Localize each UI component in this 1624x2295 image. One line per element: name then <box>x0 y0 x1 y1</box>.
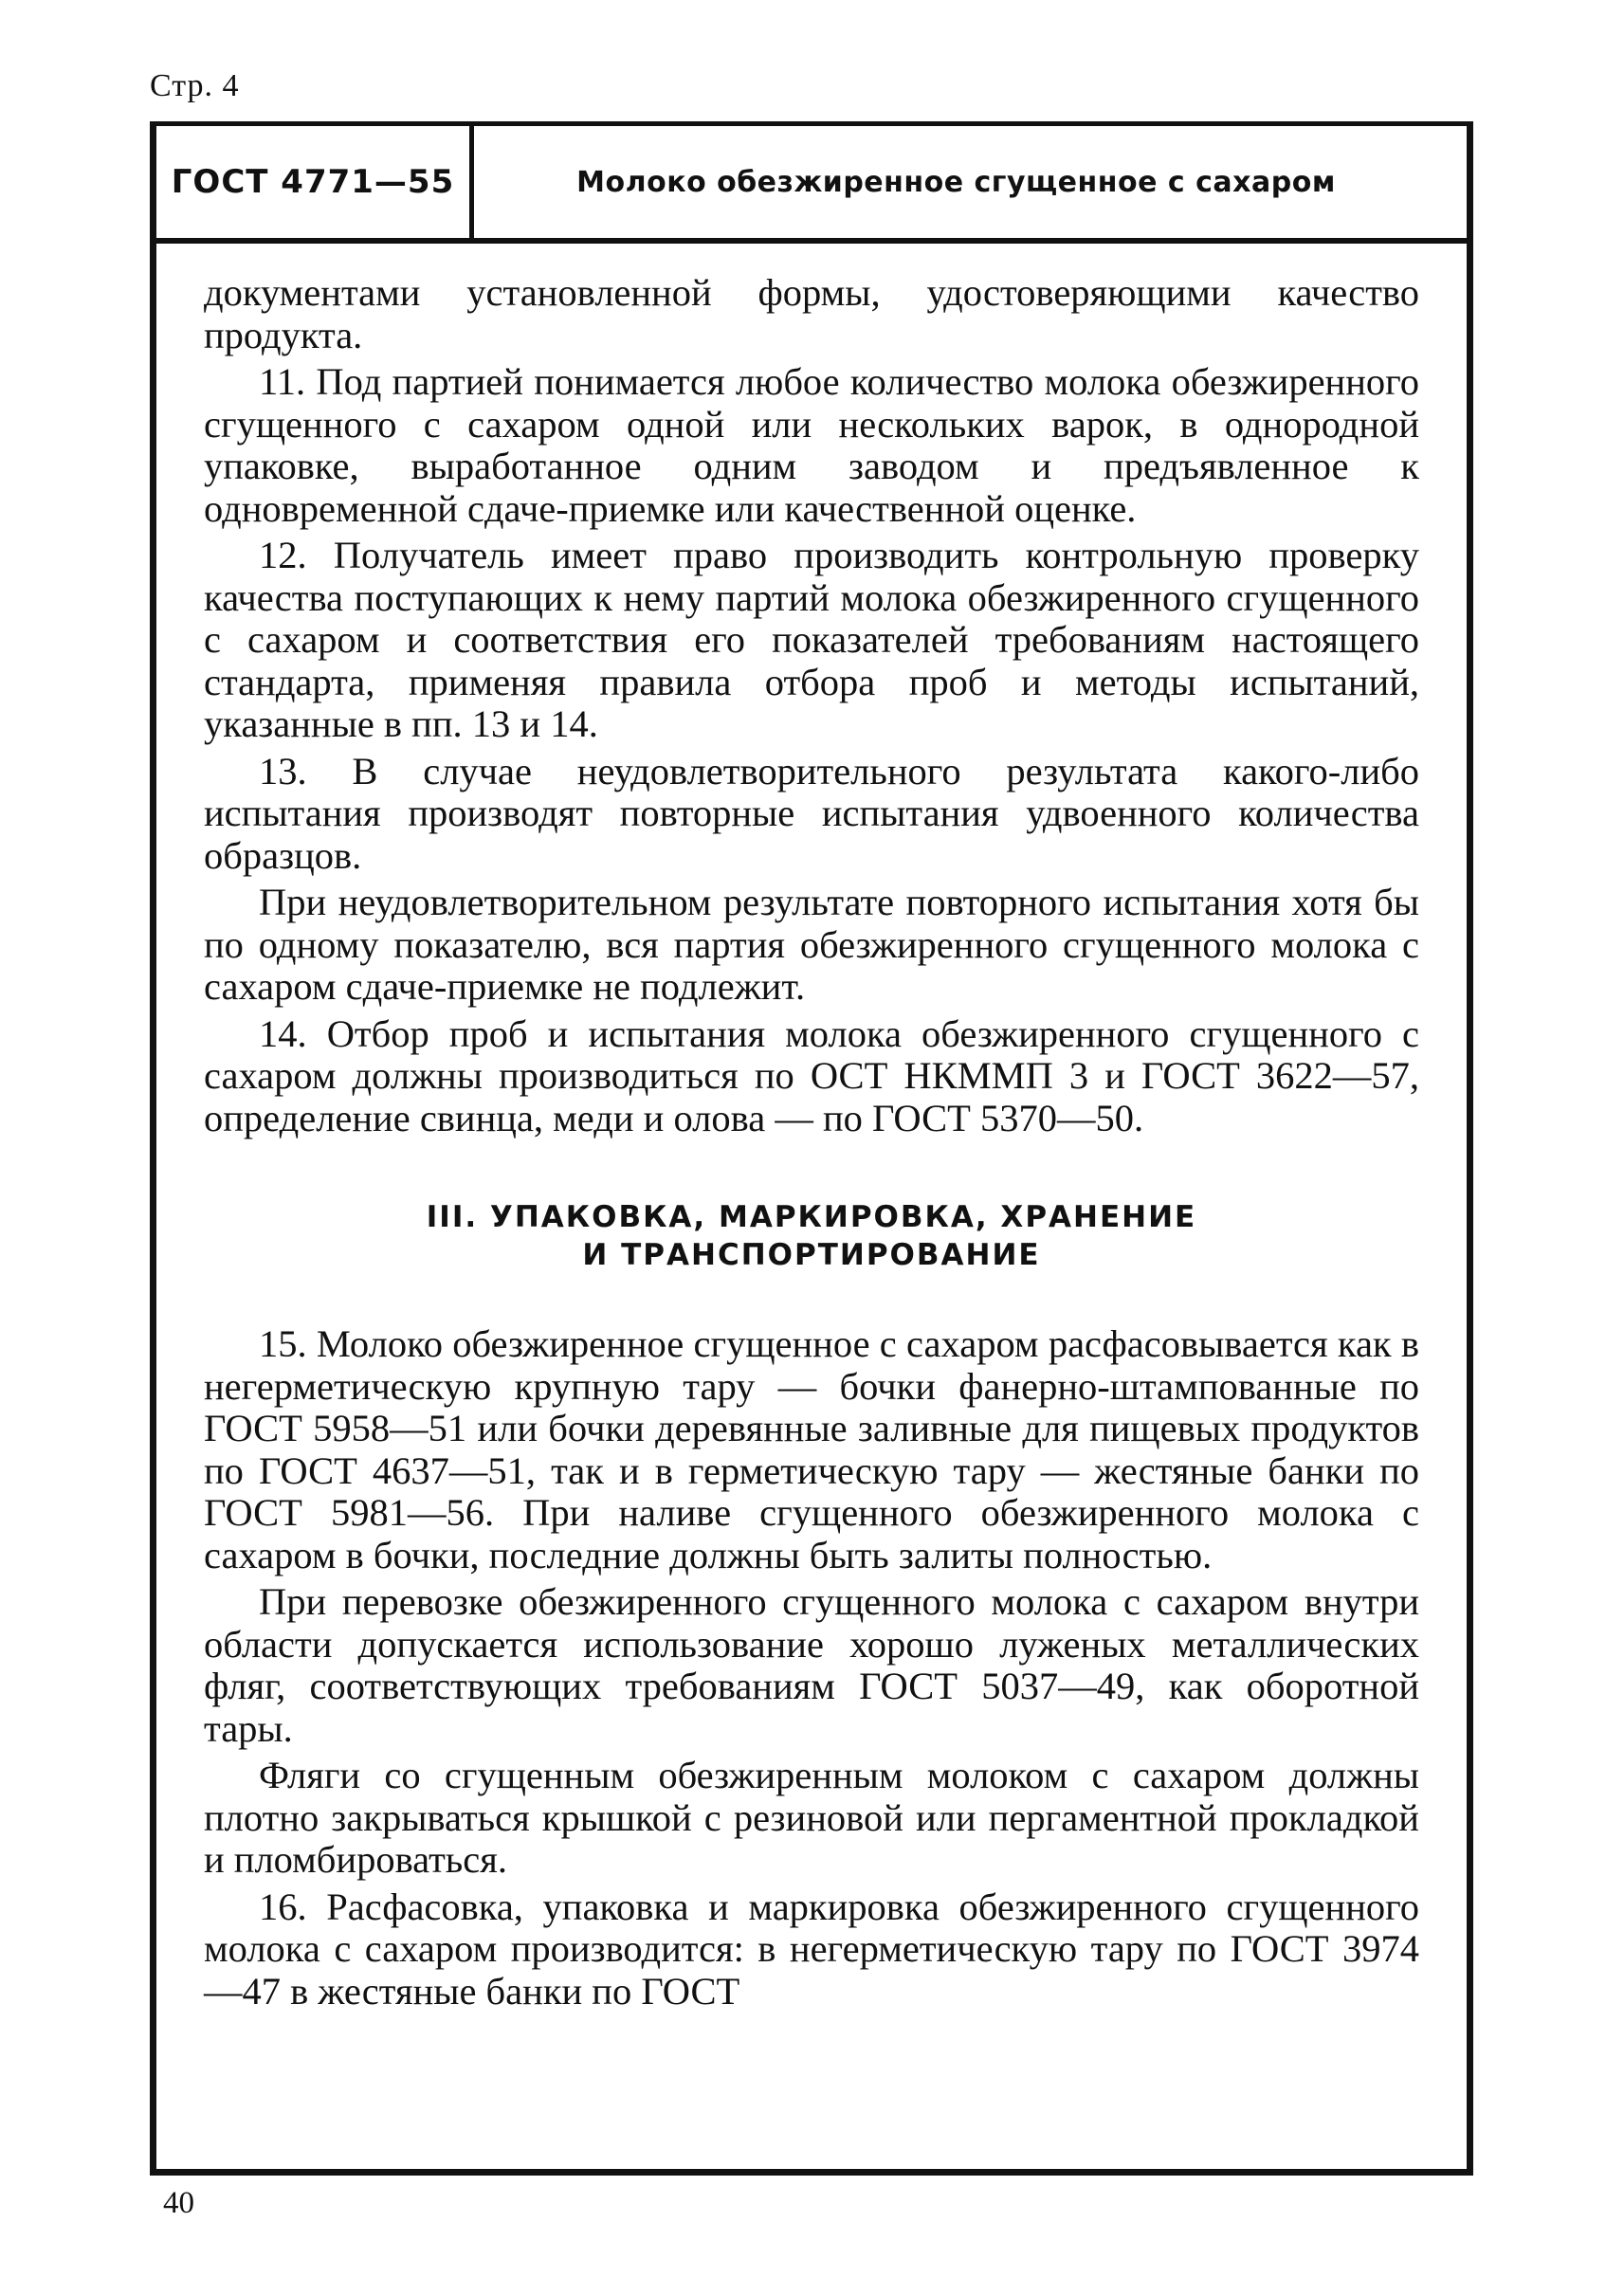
standard-title: Молоко обезжиренное сгущенное с сахаром <box>576 165 1336 199</box>
section-heading-line-2: И ТРАНСПОРТИРОВАНИЕ <box>582 1238 1041 1272</box>
page-number: 40 <box>163 2186 194 2220</box>
paragraph-continuation: документами установленной формы, удостоверяющими качество продукта. <box>204 271 1419 356</box>
standard-code: ГОСТ 4771—55 <box>156 126 474 238</box>
section-heading-line-1: III. УПАКОВКА, МАРКИРОВКА, ХРАНЕНИЕ <box>426 1200 1197 1234</box>
section-heading <box>204 1198 1419 1274</box>
document-header <box>156 126 1467 244</box>
paragraph-11: 11. Под партией понимается любое количество молока обезжиренного сгущенного с сахаром одной или нескольких варок, в однородной упаковке, выработанное одним заводом и предъявленное к одновременной сдаче-приемке или качественной оценке. <box>204 360 1419 530</box>
page-frame <box>150 121 1473 2176</box>
paragraph-16: 16. Расфасовка, упаковка и маркировка обезжиренного сгущенного молока с сахаром производится: в негерметическую тару по ГОСТ 3974—47 в жестяные банки по ГОСТ <box>204 1885 1419 2013</box>
document-body <box>204 272 1419 2017</box>
paragraph-13: 13. В случае неудовлетворительного результата какого-либо испытания производят повторные испытания удвоенного количества образцов. <box>204 749 1419 877</box>
paragraph-14: 14. Отбор проб и испытания молока обезжиренного сгущенного с сахаром должны производиться по ОСТ НКММП 3 и ГОСТ 3622—57, определение свинца, меди и олова — по ГОСТ 5370—50. <box>204 1011 1419 1139</box>
paragraph-15: 15. Молоко обезжиренное сгущенное с сахаром расфасовывается как в негерметическую крупную тару — бочки фанерно-штампованные по ГОСТ 5958—51 или бочки деревянные заливные для пищевых продуктов по ГОСТ 4637—51, так и в герметическую тару — жестяные банки по ГОСТ 5981—56. При наливе сгущенного обезжиренного молока с сахаром в бочки, последние должны быть залиты полностью. <box>204 1322 1419 1576</box>
paragraph-15-transport: При перевозке обезжиренного сгущенного молока с сахаром внутри области допускается использование хорошо луженых металлических фляг, соответствующих требованиям ГОСТ 5037—49, как оборотной тары. <box>204 1580 1419 1750</box>
page-label: Стр. 4 <box>150 68 240 103</box>
paragraph-12: 12. Получатель имеет право производить контрольную проверку качества поступающих к нему партий молока обезжиренного сгущенного с сахаром и соответствия его показателей требованиям настоящего стандарта, применяя правила отбора проб и методы испытаний, указанные в пп. 13 и 14. <box>204 534 1419 745</box>
paragraph-13-continued: При неудовлетворительном результате повторного испытания хотя бы по одному показателю, вся партия обезжиренного сгущенного молока с сахаром сдаче-приемке не подлежит. <box>204 881 1419 1008</box>
paragraph-15-flasks: Фляги со сгущенным обезжиренным молоком с сахаром должны плотно закрываться крышкой с резиновой или пергаментной прокладкой и пломбироваться. <box>204 1754 1419 1881</box>
